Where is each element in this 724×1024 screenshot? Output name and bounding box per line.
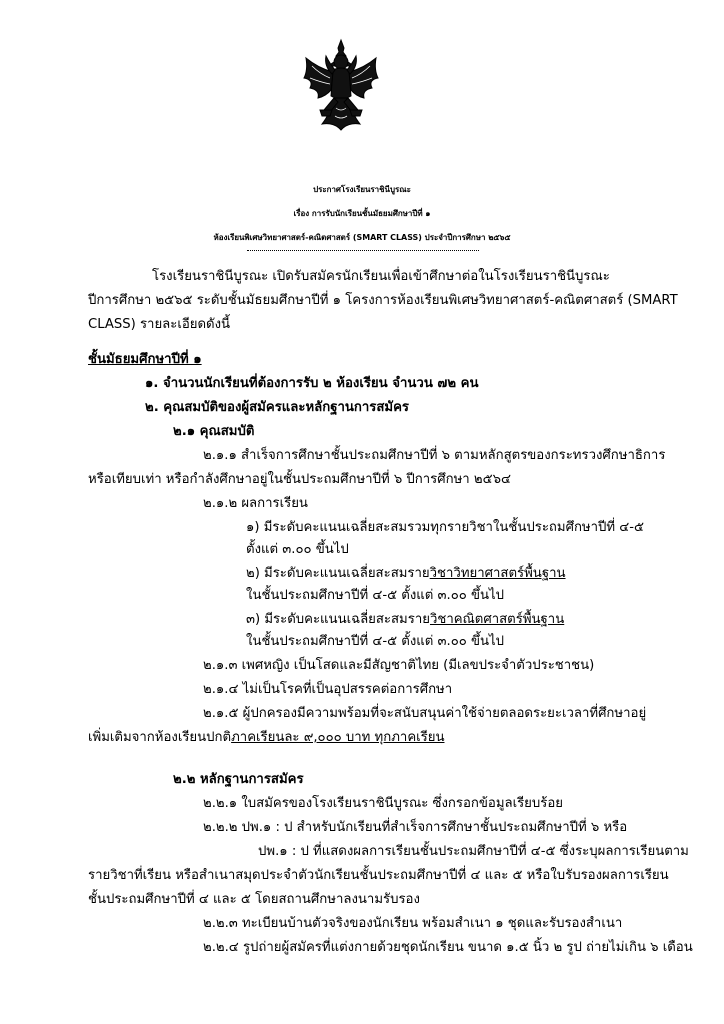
intro-line-1: โรงเรียนราชินีบูรณะ เปิดรับสมัครนักเรียนเพื่อเข้าศึกษาต่อในโรงเรียนราชินีบูรณะ <box>152 269 610 284</box>
document-2-2-4: ๒.๒.๔ รูปถ่ายผู้สมัครที่แต่งกายด้วยชุดนักเรียน ขนาด ๑.๕ นิ้ว ๒ รูป ถ่ายไม่เกิน ๖ เดือน <box>203 940 693 955</box>
grade-criterion-3-subject: วิชาคณิตศาสตร์พื้นฐาน <box>429 612 565 627</box>
document-2-2-2-line-3: รายวิชาที่เรียน หรือสำเนาสมุดประจำตัวนักเรียนชั้นประถมศึกษาปีที่ ๔ และ ๕ หรือใบรับรองผลการเรียน <box>88 868 669 883</box>
document-2-2-2-line-2: ปพ.๑ : ป ที่แสดงผลการเรียนชั้นประถมศึกษาปีที่ ๔-๕ ซึ่งระบุผลการเรียนตาม <box>258 844 689 859</box>
document-2-2-3: ๒.๒.๓ ทะเบียนบ้านตัวจริงของนักเรียน พร้อมสำเนา ๑ ชุดและรับรองสำเนา <box>203 916 623 931</box>
qualification-2-1-5-line-2 <box>88 728 444 748</box>
announcement-subject: เรื่อง การรับนักเรียนชั้นมัธยมศึกษาปีที่ ๑ <box>293 209 431 218</box>
grade-criterion-1-line-1: ๑) มีระดับคะแนนเฉลี่ยสะสมรวมทุกรายวิชาในชั้นประถมศึกษาปีที่ ๔-๕ <box>246 520 645 535</box>
grade-heading: ชั้นมัธยมศึกษาปีที่ ๑ <box>88 352 202 367</box>
qualification-2-1-3: ๒.๑.๓ เพศหญิง เป็นโสดและมีสัญชาติไทย (มีเลขประจำตัวประชาชน) <box>203 658 595 673</box>
section-2-2-heading: ๒.๒ หลักฐานการสมัคร <box>173 772 304 787</box>
grade-criterion-2-subject: วิชาวิทยาศาสตร์พื้นฐาน <box>429 566 566 581</box>
item-2-qualifications-heading: ๒. คุณสมบัติของผู้สมัครและหลักฐานการสมัคร <box>145 400 410 415</box>
document-2-2-1: ๒.๒.๑ ใบสมัครของโรงเรียนราชินีบูรณะ ซึ่งกรอกข้อมูลเรียบร้อย <box>203 796 564 811</box>
grade-criterion-2-line-1 <box>246 564 566 584</box>
section-2-1-heading: ๒.๑ คุณสมบัติ <box>173 424 255 439</box>
tuition-fee-text: ภาคเรียนละ ๙,๐๐๐ บาท ทุกภาคเรียน <box>231 730 445 745</box>
document-2-2-2-line-1: ๒.๒.๒ ปพ.๑ : ป สำหรับนักเรียนที่สำเร็จการศึกษาชั้นประถมศึกษาปีที่ ๖ หรือ <box>203 820 628 835</box>
qualification-2-1-5-line-1: ๒.๑.๕ ผู้ปกครองมีความพร้อมที่จะสนับสนุนค่าใช้จ่ายตลอดระยะเวลาที่ศึกษาอยู่ <box>203 706 647 721</box>
qualification-2-1-1-line-2: หรือเทียบเท่า หรือกำลังศึกษาอยู่ในชั้นประถมศึกษาปีที่ ๖ ปีการศึกษา ๒๕๖๔ <box>88 472 511 487</box>
qualification-2-1-2-heading: ๒.๑.๒ ผลการเรียน <box>203 496 308 511</box>
document-2-2-2-line-4: ชั้นประถมศึกษาปีที่ ๔ และ ๕ โดยสถานศึกษาลงนามรับรอง <box>88 892 420 907</box>
intro-line-2: ปีการศึกษา ๒๕๖๕ ระดับชั้นมัธยมศึกษาปีที่ ๑ โครงการห้องเรียนพิเศษวิทยาศาสตร์-คณิตศาสตร์ (SMART <box>88 293 678 308</box>
item-1-enrollment-count: ๑. จำนวนนักเรียนที่ต้องการรับ ๒ ห้องเรียน จำนวน ๗๒ คน <box>145 376 479 391</box>
intro-line-3: CLASS) รายละเอียดดังนี้ <box>88 317 231 332</box>
garuda-emblem-icon <box>300 38 382 138</box>
qualification-2-1-4: ๒.๑.๔ ไม่เป็นโรคที่เป็นอุปสรรคต่อการศึกษา <box>203 682 453 697</box>
grade-criterion-3-line-1 <box>246 610 564 630</box>
qualification-2-1-1-line-1: ๒.๑.๑ สำเร็จการศึกษาชั้นประถมศึกษาปีที่ ๖ ตามหลักสูตรของกระทรวงศึกษาธิการ <box>203 448 666 463</box>
grade-criterion-2-line-2: ในชั้นประถมศึกษาปีที่ ๔-๕ ตั้งแต่ ๓.๐๐ ขึ้นไป <box>246 588 505 603</box>
grade-criterion-3-line-2: ในชั้นประถมศึกษาปีที่ ๔-๕ ตั้งแต่ ๓.๐๐ ขึ้นไป <box>246 634 505 649</box>
qualification-2-1-5-prefix: เพิ่มเติมจากห้องเรียนปกติ <box>88 730 232 745</box>
grade-criterion-3-prefix: ๓) มีระดับคะแนนเฉลี่ยสะสมราย <box>246 612 430 627</box>
announcement-title: ประกาศโรงเรียนราชินีบูรณะ <box>313 185 411 194</box>
header-dotted-divider <box>247 250 479 251</box>
grade-criterion-1-line-2: ตั้งแต่ ๓.๐๐ ขึ้นไป <box>246 542 349 557</box>
announcement-program: ห้องเรียนพิเศษวิทยาศาสตร์-คณิตศาสตร์ (SMART CLASS) ประจำปีการศึกษา ๒๕๖๕ <box>213 233 511 242</box>
grade-criterion-2-prefix: ๒) มีระดับคะแนนเฉลี่ยสะสมราย <box>246 566 430 581</box>
